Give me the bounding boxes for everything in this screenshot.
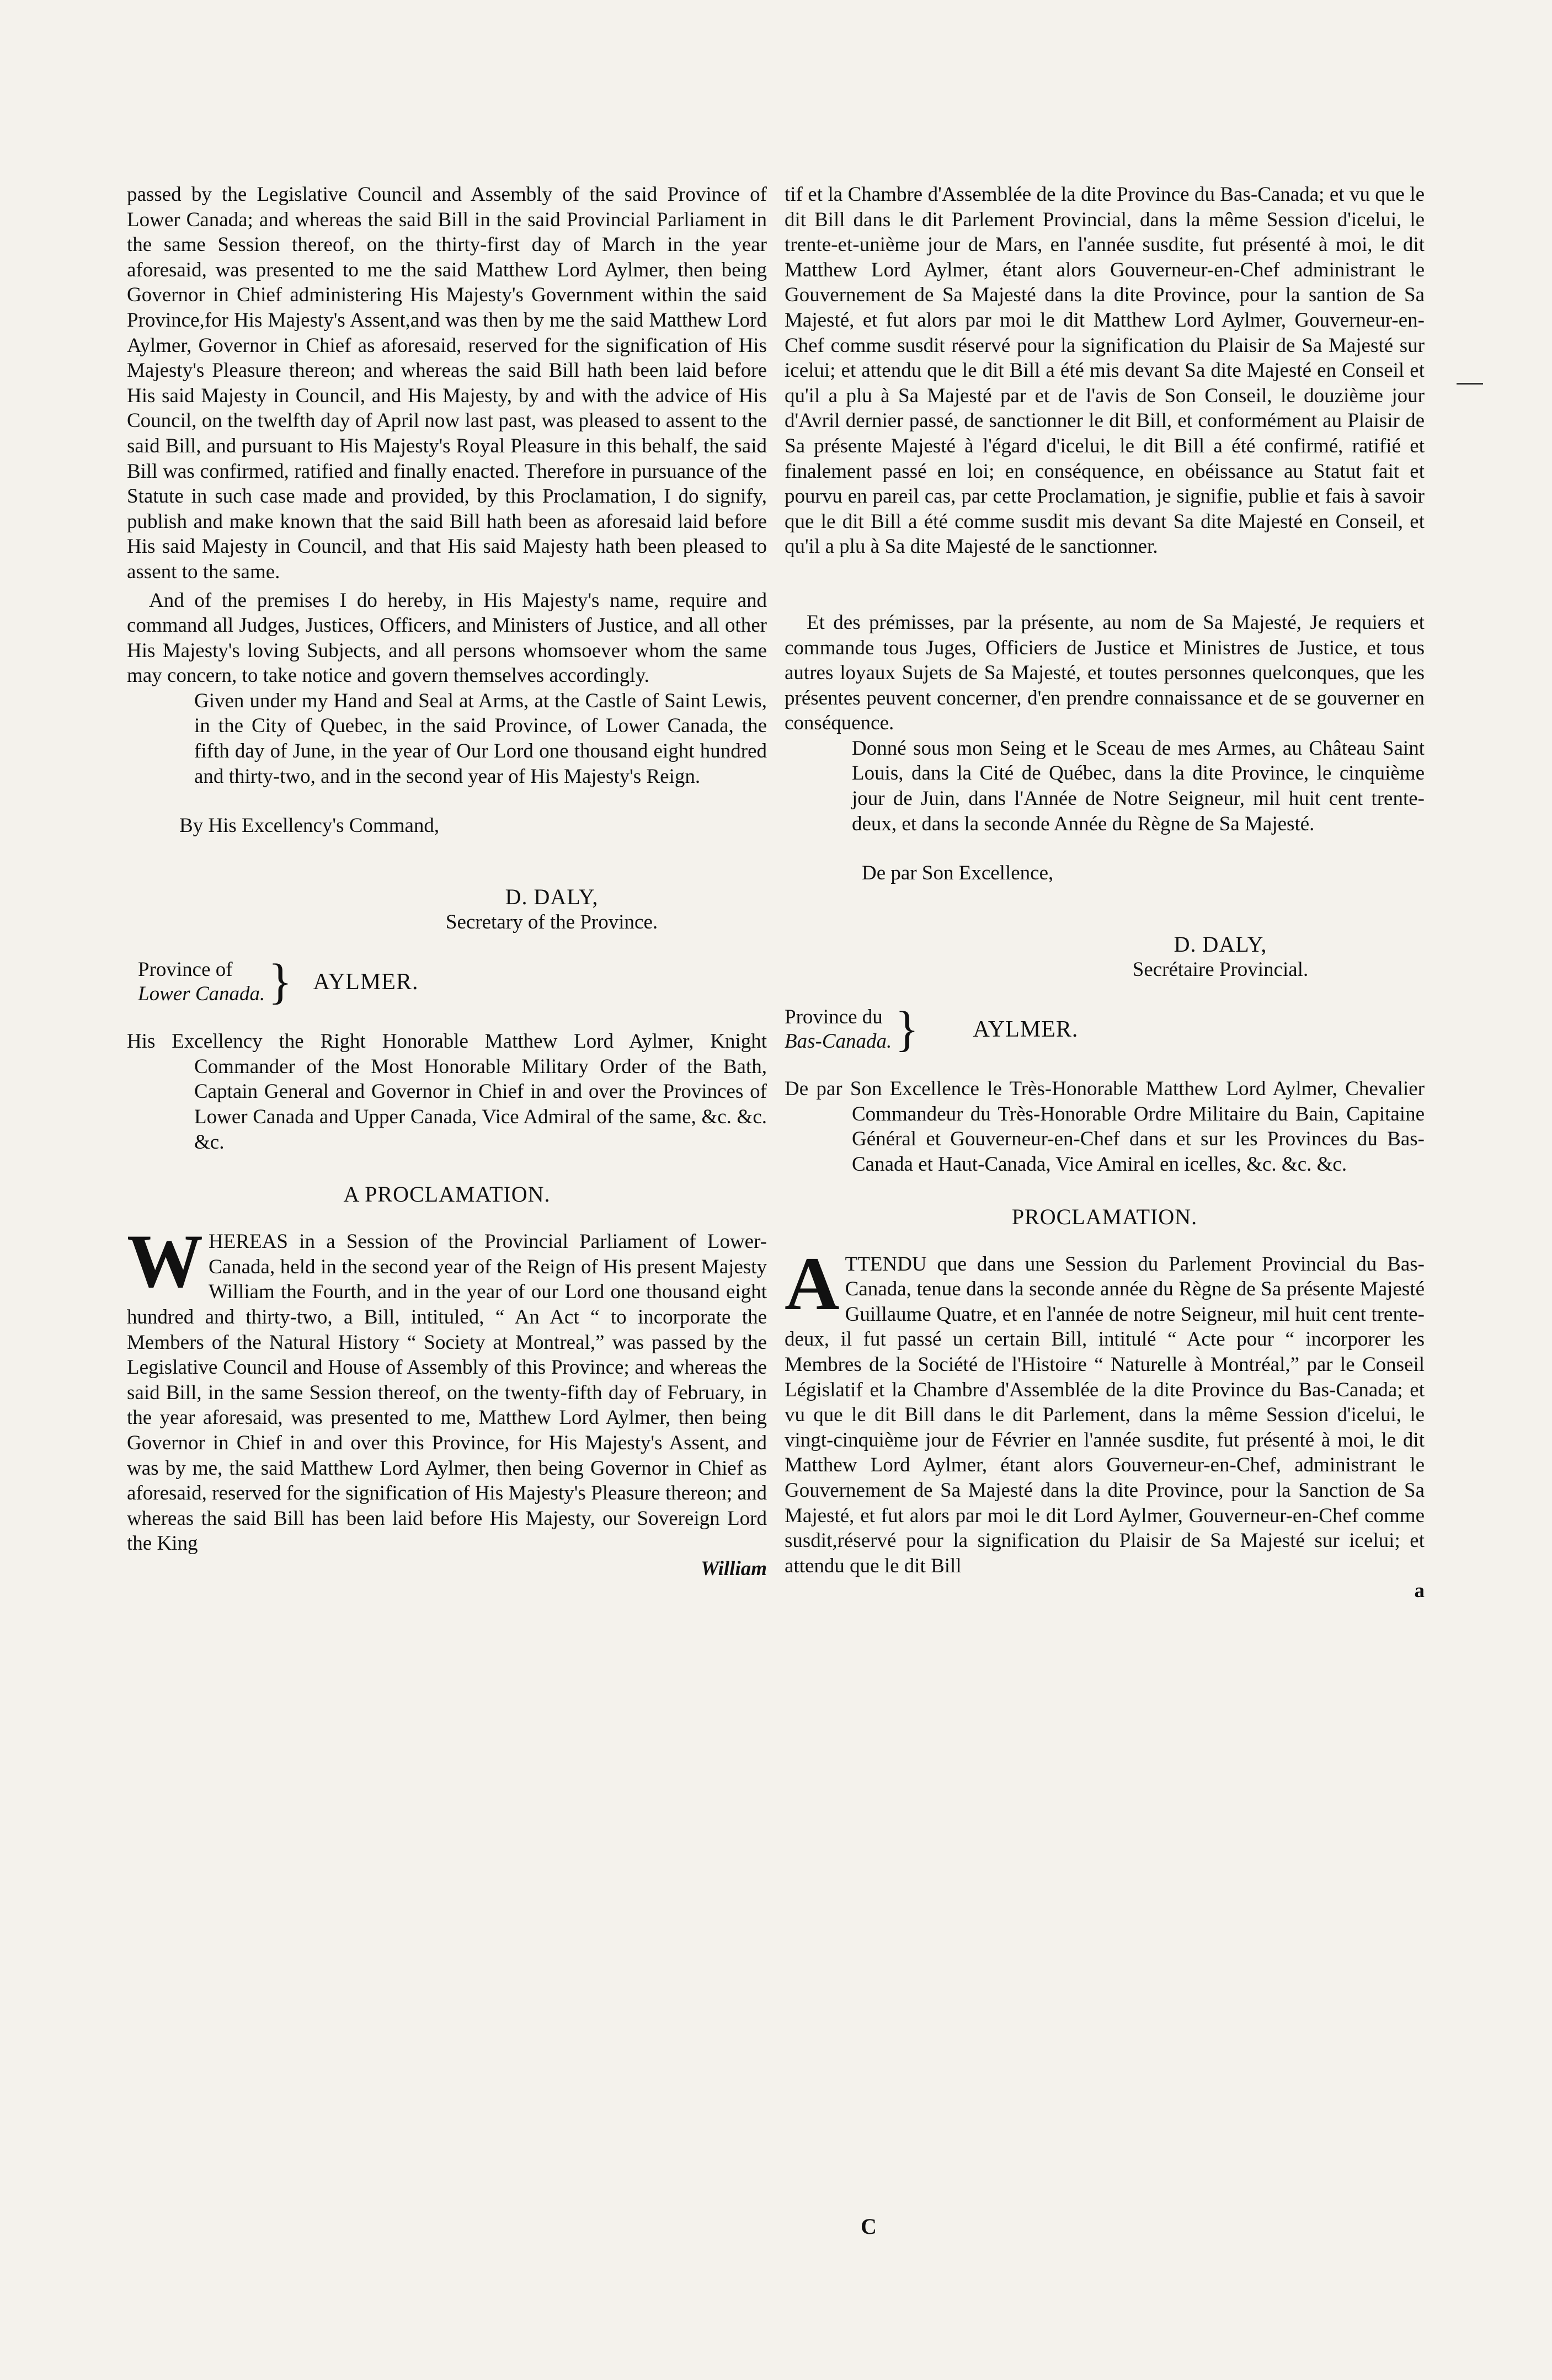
english-continuation: passed by the Legislative Council and Assembly of the said Province of Lower Canada; and whereas the said Bill in the said Provincial Parliament in the same Session thereof, on the thirty-first day of March in the year aforesaid, was presented to me the said Matthew Lord Aylmer, then being Governor in Chief administering His Majesty's Government within the said Province,for His Majesty's Assent,and was then by me the said Matthew Lord Aylmer, Governor in Chief as aforesaid, reserved for the signification of His Majesty's Pleasure thereon; and whereas the said Bill hath been laid before His said Majesty in Council, and His Majesty, by and with the advice of His Council, on the twelfth day of April now last past, was pleased to assent to the said Bill, and pursuant to His Majesty's Royal Pleasure in this behalf, the said Bill was confirmed, ratified and finally enacted. Therefore in pursuance of the Statute in such case made and provided, by this Proclamation, I do signify, publish and make known that the said Bill hath been as aforesaid laid before His said Majesty in Council, and that His said Majesty hath been pleased to assent to the same. [127, 183, 767, 583]
english-titles: His Excellency the Right Honorable Matthew Lord Aylmer, Knight Commander of the Most Honorable Military Order of the Bath, Captain General and Governor in Chief in and over the Provinces of Lower Canada and Upper Canada, Vice Admiral of the same, &c. &c. &c. [127, 1030, 767, 1154]
french-premises: Et des prémisses, par la présente, au nom de Sa Majesté, Je requiers et commande tous Juges, Officiers de Justice et Ministres de Justice, et tous autres loyaux Sujets de Sa Majesté, et toutes personnes quelconques, que les présentes peuvent concerner, d'en prendre connaissance et de se gouverner en conséquence. [785, 611, 1425, 735]
english-command: By His Excellency's Command, [179, 814, 440, 837]
french-province-line2: Bas-Canada. [785, 1030, 892, 1053]
signature-mark: C [861, 2214, 877, 2239]
english-governor: AYLMER. [313, 969, 419, 995]
english-column [127, 182, 767, 1582]
brace-icon: } [895, 1002, 919, 1057]
french-body-block [785, 1241, 1425, 1604]
english-body: HEREAS in a Session of the Provincial Parliament of Lower-Canada, held in the second year of the Reign of His present Majesty William the Fourth, and in the year of our Lord one thousand eight hundred and thirty-two, a Bill, intituled, “ An Act “ to incorporate the Members of the Natural History “ Society at Montreal,” was passed by the Legislative Council and House of Assembly of this Province; and whereas the said Bill, in the same Session thereof, on the twenty-fifth day of February, in the year aforesaid, was presented to me, Matthew Lord Aylmer, then being Governor in Chief in and over this Province, for His Majesty's Assent, and was by me, the said Matthew Lord Aylmer, then being Governor in Chief as aforesaid, reserved for the signification of His Majesty's Pleasure thereon; and whereas the said Bill has been laid before His Majesty, our Sovereign Lord the King [127, 1230, 767, 1555]
english-signer-title: Secretary of the Province. [445, 911, 658, 934]
french-signer: D. DALY, [1174, 932, 1267, 957]
french-signer-title: Secrétaire Provincial. [1132, 958, 1309, 981]
french-body: TTENDU que dans une Session du Parlement Provincial du Bas-Canada, tenue dans la seconde année du Règne de Sa présente Majesté Guillaume Quatre, et en l'année de notre Seigneur, mil huit cent trente-deux, il fut passé un certain Bill, intitulé “ Acte pour “ incorporer les Membres de la Société de l'Histoire “ Naturelle à Montréal,” par le Conseil Législatif et la Chambre d'Assemblée de la dite Province du Bas-Canada; et vu que le dit Bill dans le dit Parlement, dans la même Session d'icelui, le vingt-cinquième jour de Février en l'année susdite, fut présenté à moi, le dit Matthew Lord Aylmer, étant alors Gouverneur-en-Chef, administrant le Gouvernement de Sa Majesté dans la dite Province, pour la Sanction de Sa Majesté, et fut alors par moi le dit Lord Aylmer, Gouverneur-en-Chef comme susdit,réservé pour la signification du Plaisir de Sa Majesté sur icelui; et attendu que le dit Bill [785, 1252, 1425, 1577]
english-signature [127, 884, 767, 935]
french-column [785, 182, 1425, 1604]
french-continuation: tif et la Chambre d'Assemblée de la dite Province du Bas-Canada; et vu que le dit Bill dans le dit Parlement Provincial, dans la même Session d'icelui, le trente-et-unième jour de Mars, en l'année susdite, fut présenté à moi, le dit Matthew Lord Aylmer, étant alors Gouverneur-en-Chef administrant le Gouvernement de Sa Majesté dans la dite Province, pour la santion de Sa Majesté, et fut alors par moi le dit Matthew Lord Aylmer, Gouverneur-en-Chef comme susdit réservé pour la signification du Plaisir de Sa Majesté sur icelui; et attendu que le dit Bill a été mis devant Sa dite Majesté en Conseil et qu'il a plu à Sa Majesté par et de l'avis de Son Conseil, le douzième jour d'Avril dernier passé, de sanctionner le dit Bill, et conformément au Plaisir de Sa présente Majesté à l'égard d'icelui, le dit Bill a été confirmé, ratifié et finalement passé en loi; en conséquence, en obéissance au Statut fait et pourvu en pareil cas, par cette Proclamation, je signifie, publie et fais à savoir que le dit Bill a été comme susdit mis devant Sa dite Majesté en Conseil, et qu'il a plu à Sa dite Majesté de le sanctionner. [785, 183, 1425, 558]
french-command: De par Son Excellence, [862, 862, 1054, 885]
english-province-line1: Province of [138, 958, 233, 981]
french-province-block [785, 1002, 1425, 1057]
french-titles: De par Son Excellence le Très-Honorable Matthew Lord Aylmer, Chevalier Commandeur du Très-Honorable Ordre Militaire du Bain, Capitaine Général et Gouverneur-en-Chef dans et sur les Provinces du Bas-Canada et Haut-Canada, Vice Amiral en icelles, &c. &c. &c. [785, 1077, 1425, 1176]
french-governor: AYLMER. [973, 1017, 1079, 1043]
english-body-block [127, 1219, 767, 1581]
english-province [138, 958, 265, 1006]
brace-icon: } [268, 954, 292, 1010]
french-province-line1: Province du [785, 1006, 883, 1029]
french-signature [785, 931, 1425, 983]
english-province-block [138, 954, 767, 1010]
french-given: Donné sous mon Seing et le Sceau de mes Armes, au Château Saint Louis, dans la Cité de Québec, dans la dite Province, le cinquième jour de Juin, dans l'Année de Notre Seigneur, mil huit cent trente-deux, et dans la seconde Année du Règne de Sa Majesté. [852, 737, 1425, 835]
french-province [785, 1005, 892, 1054]
french-dropcap: A [785, 1241, 840, 1326]
english-province-line2: Lower Canada. [138, 983, 265, 1006]
english-heading: A PROCLAMATION. [343, 1182, 551, 1207]
english-signer: D. DALY, [505, 884, 599, 910]
margin-dash [1457, 383, 1483, 385]
english-dropcap: W [127, 1219, 203, 1304]
french-heading: PROCLAMATION. [1011, 1204, 1198, 1229]
english-given: Given under my Hand and Seal at Arms, at the Castle of Saint Lewis, in the City of Quebec, in the said Province, of Lower Canada, the fifth day of June, in the year of Our Lord one thousand eight hundred and thirty-two, and in the second year of His Majesty's Reign. [194, 689, 767, 788]
french-catchword: a [1414, 1579, 1425, 1603]
english-premises: And of the premises I do hereby, in His Majesty's name, require and command all Judges, Justices, Officers, and Ministers of Justice, and all other His Majesty's loving Subjects, and all persons whomsoever whom the same may concern, to take notice and govern themselves accordingly. [127, 589, 767, 687]
english-catchword: William [701, 1557, 767, 1580]
